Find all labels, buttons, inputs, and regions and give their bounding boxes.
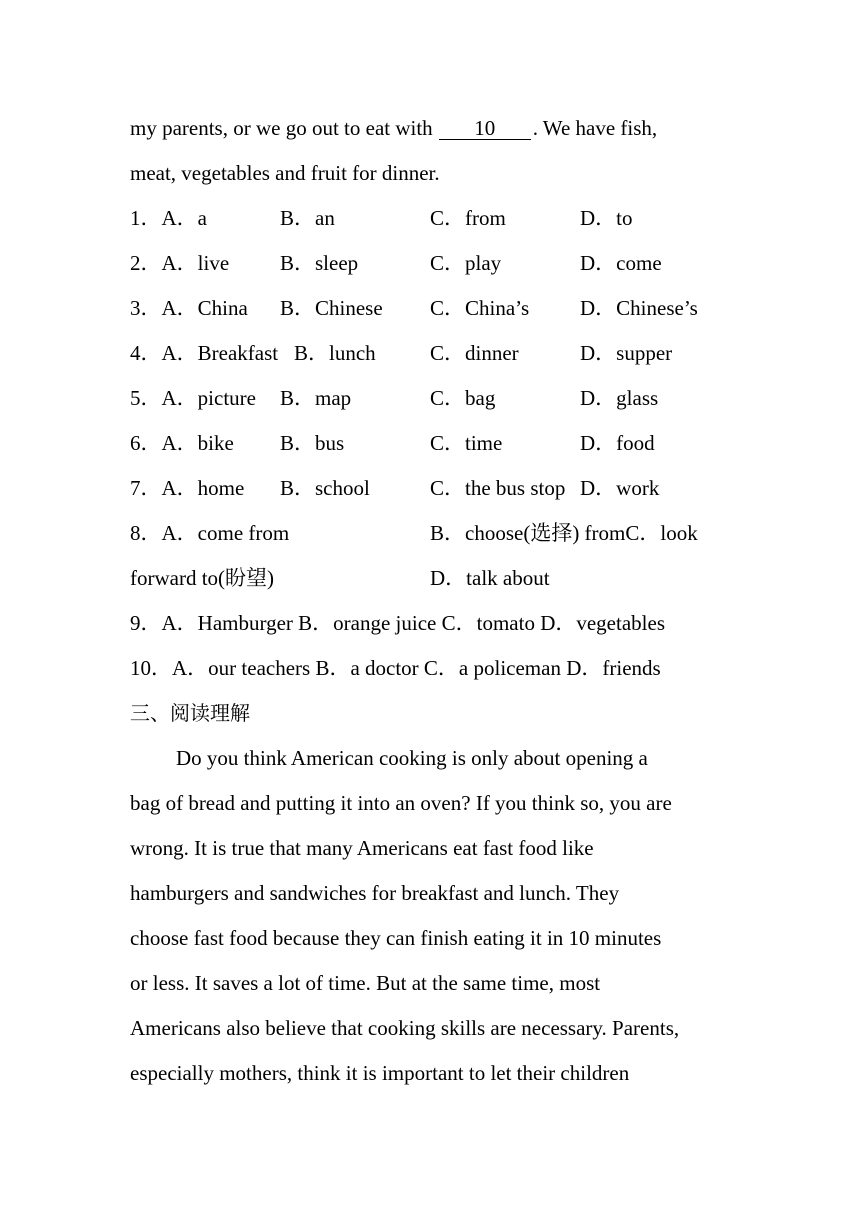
option-row-5 bbox=[130, 385, 750, 411]
option-a: 4．A．Breakfast bbox=[130, 341, 279, 365]
reading-line-7: Americans also believe that cooking skills are necessary. Parents, bbox=[130, 1016, 680, 1040]
option-d: D．supper bbox=[580, 341, 673, 365]
option-b: B．sleep bbox=[280, 251, 359, 275]
option-d: D．glass bbox=[580, 386, 659, 410]
question-8-cont-right: D．talk about bbox=[430, 566, 550, 590]
section-heading: 三、阅读理解 bbox=[130, 701, 250, 725]
option-b: B．map bbox=[280, 386, 352, 410]
option-c: C．the bus stop bbox=[430, 476, 566, 500]
option-c: C．dinner bbox=[430, 341, 519, 365]
option-row-1 bbox=[130, 205, 750, 231]
blank-10: 10 bbox=[439, 117, 531, 140]
question-number: 4． bbox=[130, 341, 162, 365]
option-c: C．play bbox=[430, 251, 502, 275]
option-b: B．school bbox=[280, 476, 370, 500]
reading-line-5: choose fast food because they can finish eating it in 10 minutes bbox=[130, 926, 662, 950]
reading-line-3: wrong. It is true that many Americans eat fast food like bbox=[130, 836, 594, 860]
cloze-text-after-blank: . We have fish, bbox=[532, 116, 658, 140]
question-number: 6． bbox=[130, 431, 162, 455]
reading-line-2: bag of bread and putting it into an oven? If you think so, you are bbox=[130, 791, 672, 815]
question-8-left: 8．A．come from bbox=[130, 521, 290, 545]
option-row-3 bbox=[130, 295, 750, 321]
option-c: C．bag bbox=[430, 386, 496, 410]
cloze-line-2: meat, vegetables and fruit for dinner. bbox=[130, 161, 440, 185]
option-c: C．from bbox=[430, 206, 506, 230]
cloze-text-before-blank: my parents, or we go out to eat with bbox=[130, 116, 433, 140]
option-a: 7．A．home bbox=[130, 476, 245, 500]
option-row-6 bbox=[130, 430, 750, 456]
option-row-8-cont bbox=[130, 565, 750, 591]
option-b: B．Chinese bbox=[280, 296, 383, 320]
option-c: C．time bbox=[430, 431, 503, 455]
question-8-right: B．choose(选择) fromC．look bbox=[430, 521, 698, 545]
option-row-8 bbox=[130, 520, 750, 546]
question-number: 5． bbox=[130, 386, 162, 410]
option-b: B．bus bbox=[280, 431, 345, 455]
question-number: 2． bbox=[130, 251, 162, 275]
question-8-cont-left: forward to(盼望) bbox=[130, 566, 275, 590]
option-b: B．lunch bbox=[294, 341, 376, 365]
option-d: D．to bbox=[580, 206, 633, 230]
option-d: D．come bbox=[580, 251, 662, 275]
cloze-line-1 bbox=[130, 115, 657, 141]
reading-line-6: or less. It saves a lot of time. But at the same time, most bbox=[130, 971, 601, 995]
option-d: D．work bbox=[580, 476, 660, 500]
option-row-7 bbox=[130, 475, 750, 501]
option-a: 2．A．live bbox=[130, 251, 230, 275]
option-row-9: 9．A．Hamburger B．orange juice C．tomato D．vegetables bbox=[130, 611, 665, 635]
option-a: 1．A．a bbox=[130, 206, 207, 230]
question-number: 1． bbox=[130, 206, 162, 230]
option-row-10: 10．A．our teachers B．a doctor C．a policeman D．friends bbox=[130, 656, 661, 680]
option-b: B．an bbox=[280, 206, 335, 230]
option-a: 3．A．China bbox=[130, 296, 248, 320]
option-a: 6．A．bike bbox=[130, 431, 234, 455]
question-number: 7． bbox=[130, 476, 162, 500]
reading-line-4: hamburgers and sandwiches for breakfast and lunch. They bbox=[130, 881, 620, 905]
option-d: D．Chinese’s bbox=[580, 296, 698, 320]
option-d: D．food bbox=[580, 431, 655, 455]
reading-line-1: Do you think American cooking is only about opening a bbox=[176, 746, 648, 770]
option-c: C．China’s bbox=[430, 296, 530, 320]
option-row-2 bbox=[130, 250, 750, 276]
option-a: 5．A．picture bbox=[130, 386, 256, 410]
question-number: 3． bbox=[130, 296, 162, 320]
reading-line-8: especially mothers, think it is important to let their children bbox=[130, 1061, 630, 1085]
option-row-4 bbox=[130, 340, 750, 366]
